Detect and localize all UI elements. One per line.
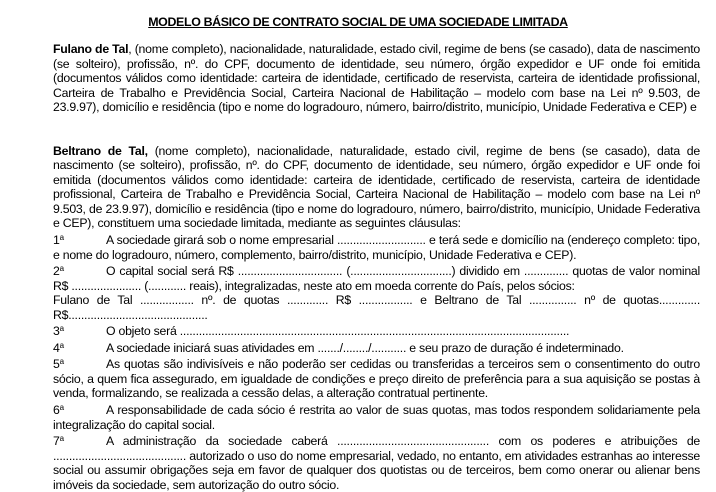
partner-2-qualification xyxy=(53,144,700,231)
clause-4 xyxy=(53,339,700,356)
clause-1 xyxy=(53,231,700,262)
clause-3-text: O objeto será ........................................................................................................................... xyxy=(106,324,570,339)
clause-7-number: 7$^a$ xyxy=(53,434,64,449)
clause-3 xyxy=(53,322,700,339)
clause-2 xyxy=(53,262,700,322)
clause-4-text: A sociedade iniciará suas atividades em ......./......../........... e seu prazo de duração é indeterminado. xyxy=(106,340,624,355)
clause-1-number: 1$^a$ xyxy=(53,233,64,248)
clause-6-number: 6$^a$ xyxy=(53,403,64,418)
partner-1-name: Fulano de Tal xyxy=(53,42,129,56)
partner-1-qualification xyxy=(53,42,700,115)
clause-2-allocation-line-2: R$............................................ xyxy=(53,307,208,322)
partner-2-text: (nome completo), nacionalidade, naturalidade, estado civil, regime de bens (se casado), data de nascimento (se solteiro), profissão, nº. do CPF, documento de identidade, seu número, órgão expedidor e UF onde foi emitida (documentos válidos como identidade: carteira de identidade, certificado de reservista, carteira de identidade profissional, Carteira de Trabalho e Previdência Social, Carteira Nacional de Habilitação – modelo com base na Lei nº 9.503, de 23.9.97), domicílio e residência (tipo e nome do logradouro, número, bairro/distrito, município, Unidade Federativa e CEP), constituem uma sociedade limitada, mediante as seguintes cláusulas: xyxy=(53,143,700,231)
clause-2-allocation-line-1: Fulano de Tal ................. nº. de quotas ............. R$ ................. e Beltrano de Tal ............... nº de quotas............. xyxy=(53,293,700,308)
clause-6-text: A responsabilidade de cada sócio é restrita ao valor de suas quotas, mas todos respondem solidariamente pela integralização do capital social. xyxy=(53,403,700,432)
partner-2-name: Beltrano de Tal, xyxy=(53,143,148,158)
clause-2-number: 2$^a$ xyxy=(53,264,64,279)
clause-3-number: 3$^a$ xyxy=(53,324,64,339)
document-body xyxy=(53,42,700,492)
clause-5-text: As quotas são indivisíveis e não poderão ser cedidas ou transferidas a terceiros sem o consentimento do outro sócio, a quem fica assegurado, em igualdade de condições e preço direito de preferência para a sua aquisição se postas à venda, formalizando, se realizada a cessão delas, a alteração contratual pertinente. xyxy=(53,357,700,401)
clause-7 xyxy=(53,432,700,492)
clause-2-text: O capital social será R$ ................................. (................................) dividido em .............. quotas de valor nominal R$ ...................... (............ reais), integralizadas, neste ato em moeda corrente do País, pelos sócios: xyxy=(53,264,700,293)
clause-5 xyxy=(53,355,700,401)
clause-6 xyxy=(53,401,700,432)
clause-7-text: A administração da sociedade caberá ................................................ com os poderes e atribuições de .......................................... autorizado o uso do nome empresarial, vedado, no entanto, em atividades estranhas ao interesse social ou assumir obrigações seja em favor de qualquer dos quotistas ou de terceiros, bem como onerar ou alienar bens imóveis da sociedade, sem autorização do outro sócio. xyxy=(53,434,700,492)
paragraph-spacer xyxy=(53,115,700,144)
clause-5-number: 5$^a$ xyxy=(53,357,64,372)
clause-1-text: A sociedade girará sob o nome empresarial ............................ e terá sede e domicílio na (endereço completo: tipo, e nome do logradouro, número, complemento, bairro/distrito, município, Unidade Federativa e CEP). xyxy=(53,233,700,262)
document-title: MODELO BÁSICO DE CONTRATO SOCIAL DE UMA SOCIEDADE LIMITADA xyxy=(148,15,568,29)
partner-1-text: , (nome completo), nacionalidade, naturalidade, estado civil, regime de bens (se casado), data de nascimento (se solteiro), profissão, nº. do CPF, documento de identidade, seu número, órgão expedidor e UF onde foi emitida (documentos válidos como identidade: carteira de identidade, certificado de reservista, carteira de identidade profissional, Carteira de Trabalho e Previdência Social, Carteira Nacional de Habilitação – modelo com base na Lei nº 9.503, de 23.9.97), domicílio e residência (tipo e nome do logradouro, número, bairro/distrito, município, Unidade Federativa e CEP) e xyxy=(53,42,700,115)
clause-4-number: 4$^a$ xyxy=(53,340,64,355)
